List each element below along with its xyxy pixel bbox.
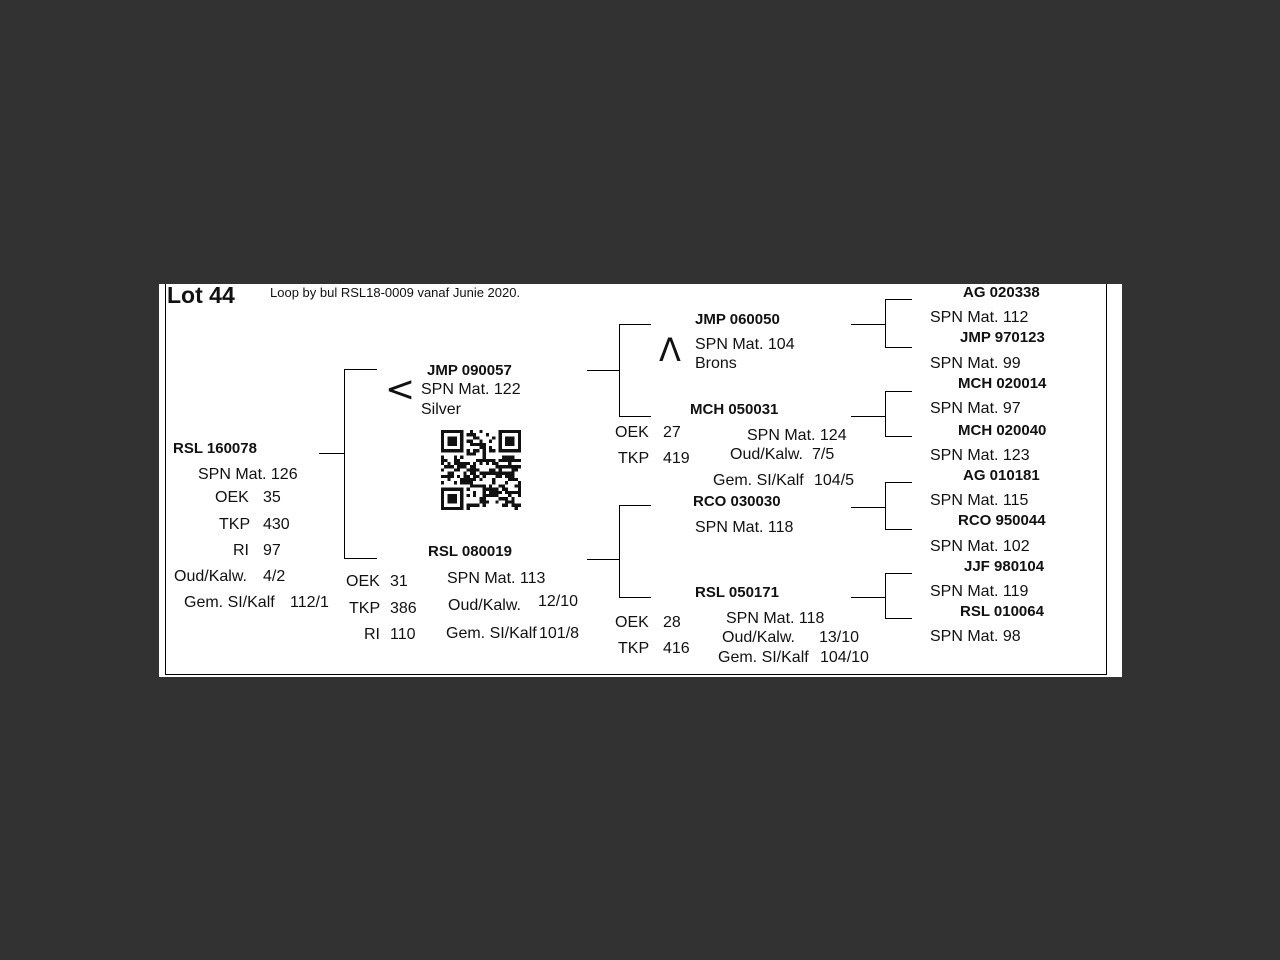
gen3-id: MCH 020014 [958,375,1047,392]
connector-line [885,573,886,618]
connector-line [885,347,912,348]
animal-oud-label: Oud/Kalw. [174,568,247,585]
animal-gem-value: 112/1 [290,594,329,611]
connector-line [885,482,886,529]
connector-line [885,529,912,530]
dam-tkp-value: 386 [390,600,417,617]
connector-line [885,391,886,436]
gen3-spn: SPN Mat. 99 [930,355,1021,372]
connector-line [619,597,651,598]
sd-gem-label: Gem. SI/Kalf [713,472,804,489]
gen3-id: AG 010181 [963,467,1040,484]
sire-id: JMP 090057 [427,362,512,379]
connector-line [619,505,651,506]
connector-line [885,436,912,437]
gen3-spn: SPN Mat. 97 [930,400,1021,417]
gen3-spn: SPN Mat. 112 [930,309,1029,326]
connector-line [885,482,912,483]
connector-line [885,573,912,574]
lot-title: Lot 44 [167,282,235,308]
dd-tkp-label: TKP [618,640,650,657]
dd-spn: SPN Mat. 118 [726,610,825,627]
lot-note: Loop by bul RSL18-0009 vanaf Junie 2020. [270,285,521,300]
sd-oek-value: 27 [663,424,681,441]
dam-ri-value: 110 [390,626,416,643]
sd-oud-value: 7/5 [812,446,835,463]
dam-ri-label: RI [364,626,380,643]
animal-spn: SPN Mat. 126 [198,466,298,483]
ss-spn: SPN Mat. 104 [695,336,795,353]
dd-oud-label: Oud/Kalw. [722,629,795,646]
dam-gem-label: Gem. SI/Kalf [446,625,537,642]
sire-spn: SPN Mat. 122 [421,381,521,398]
gen3-id: RSL 010064 [960,603,1044,620]
animal-tkp-label: TKP [219,516,251,533]
connector-line [851,597,885,598]
gen3-spn: SPN Mat. 98 [930,628,1021,645]
gen3-spn: SPN Mat. 102 [930,538,1030,555]
dd-gem-value: 104/10 [820,649,869,666]
sd-oek-label: OEK [615,424,649,441]
gen3-id: MCH 020040 [958,422,1047,439]
sd-spn: SPN Mat. 124 [747,427,847,444]
sd-id: MCH 050031 [690,401,779,418]
dd-oud-value: 13/10 [819,629,860,646]
dd-gem-label: Gem. SI/Kalf [718,649,809,666]
dam-oek-value: 31 [390,573,408,590]
gen3-spn: SPN Mat. 119 [930,583,1029,600]
gen3-id: RCO 950044 [958,512,1046,529]
connector-line [851,324,885,325]
sire-grade-symbol: < [385,369,416,410]
dam-oek-label: OEK [346,573,380,590]
animal-id: RSL 160078 [173,440,257,457]
connector-line [344,369,377,370]
sd-tkp-label: TKP [618,450,650,467]
gen3-id: JMP 970123 [960,329,1045,346]
connector-line [344,369,345,558]
connector-line [619,324,651,325]
gen3-id: JJF 980104 [964,558,1045,575]
ds-spn: SPN Mat. 118 [695,519,794,536]
sd-tkp-value: 419 [663,450,690,467]
connector-line [319,453,344,454]
pedigree-document [159,284,1122,677]
connector-line [344,558,377,559]
connector-line [619,324,620,416]
animal-tkp-value: 430 [263,516,290,533]
connector-line [619,416,651,417]
dd-oek-value: 28 [663,614,681,631]
connector-line [851,507,885,508]
dd-tkp-value: 416 [663,640,690,657]
dam-gem-value: 101/8 [539,625,580,642]
connector-line [587,559,619,560]
dam-id: RSL 080019 [428,543,512,560]
ss-grade: Brons [695,355,737,372]
ds-id: RCO 030030 [693,493,781,510]
gen3-id: AG 020338 [963,284,1040,301]
animal-oud-value: 4/2 [263,568,286,585]
connector-line [885,618,912,619]
sd-oud-label: Oud/Kalw. [730,446,803,463]
animal-oek-value: 35 [263,489,281,506]
animal-ri-value: 97 [263,542,281,559]
sd-gem-value: 104/5 [814,472,855,489]
dam-spn: SPN Mat. 113 [447,570,546,587]
connector-line [587,370,619,371]
gen3-spn: SPN Mat. 123 [930,447,1030,464]
connector-line [851,416,885,417]
ss-grade-symbol: Λ [659,331,681,369]
qr-code [441,430,521,510]
animal-oek-label: OEK [215,489,249,506]
animal-ri-label: RI [233,542,249,559]
dam-tkp-label: TKP [349,600,381,617]
connector-line [885,391,912,392]
ss-id: JMP 060050 [695,311,780,328]
sire-grade: Silver [421,401,462,418]
connector-line [885,299,886,347]
connector-line [619,505,620,597]
dam-oud-label: Oud/Kalw. [448,597,521,614]
dd-id: RSL 050171 [695,584,779,601]
connector-line [885,299,912,300]
dd-oek-label: OEK [615,614,649,631]
animal-gem-label: Gem. SI/Kalf [184,594,275,611]
dam-oud-value: 12/10 [538,593,579,610]
gen3-spn: SPN Mat. 115 [930,492,1029,509]
